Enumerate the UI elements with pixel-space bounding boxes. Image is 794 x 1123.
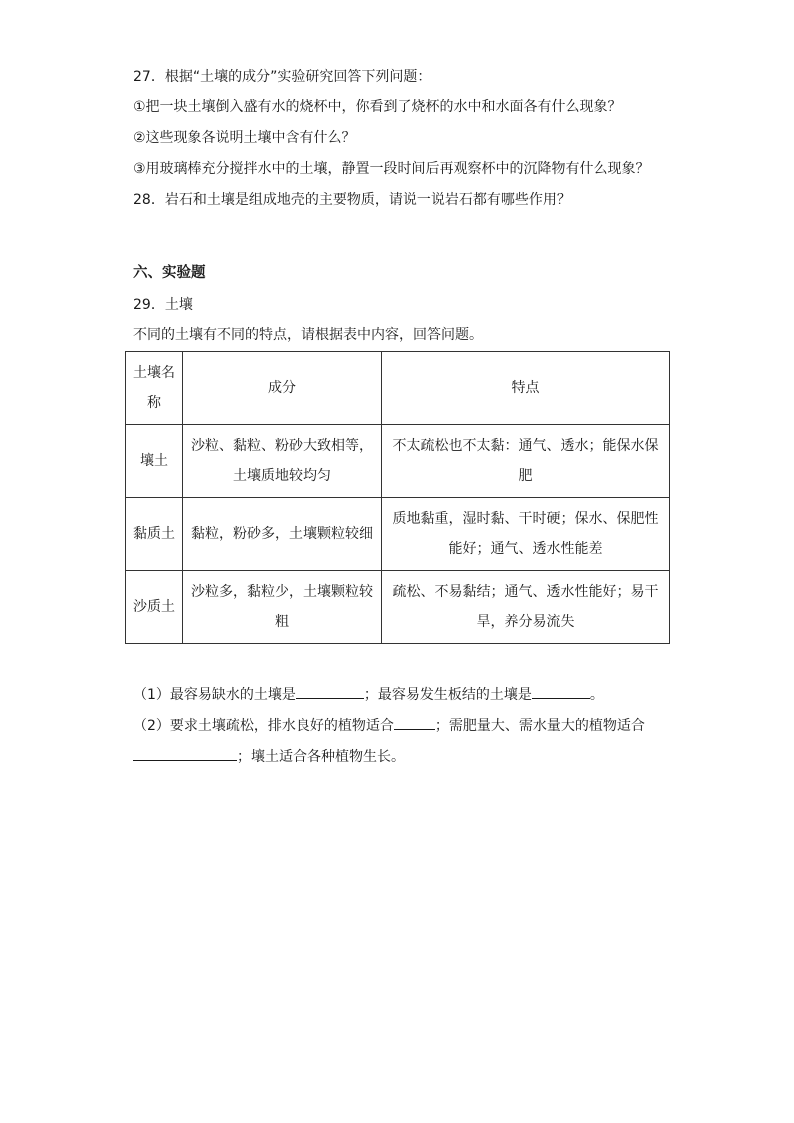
q27-sub1: ①把一块土壤倒入盛有水的烧杯中，你看到了烧杯的水中和水面各有什么现象？ — [133, 99, 622, 115]
table-row — [126, 425, 670, 498]
q29-title: 29．土壤 — [133, 297, 193, 313]
q29-intro: 不同的土壤有不同的特点，请根据表中内容，回答问题。 — [133, 327, 483, 343]
cell-features: 不太疏松也不太黏：通气、透水；能保水保肥 — [382, 425, 670, 498]
q29-part1 — [133, 684, 604, 705]
answer-blank-4[interactable] — [133, 746, 237, 761]
table-row — [126, 498, 670, 571]
cell-composition: 沙粒、黏粒、粉砂大致相等，土壤质地较均匀 — [183, 425, 382, 498]
part2-mid: ；需肥量大、需水量大的植物适合 — [434, 718, 645, 734]
table-header-row — [126, 352, 670, 425]
header-soil-name: 土壤名称 — [126, 352, 183, 425]
table-row — [126, 571, 670, 644]
q27-sub2: ②这些现象各说明土壤中含有什么？ — [133, 130, 356, 146]
cell-soil-name: 黏质土 — [126, 498, 183, 571]
part1-mid: ；最容易发生板结的土壤是 — [363, 687, 532, 703]
cell-features: 疏松、不易黏结；通气、透水性能好；易干旱，养分易流失 — [382, 571, 670, 644]
part2-label: （2）要求土壤疏松，排水良好的植物适合 — [133, 718, 394, 734]
cell-soil-name: 壤土 — [126, 425, 183, 498]
header-composition: 成分 — [183, 352, 382, 425]
cell-composition: 黏粒，粉砂多，土壤颗粒较细 — [183, 498, 382, 571]
answer-blank-3[interactable] — [394, 715, 435, 730]
answer-blank-2[interactable] — [532, 684, 590, 699]
cell-composition: 沙粒多，黏粒少，土壤颗粒较粗 — [183, 571, 382, 644]
part2-end: ；壤土适合各种植物生长。 — [237, 749, 405, 765]
q28-stem: 28．岩石和土壤是组成地壳的主要物质，请说一说岩石都有哪些作用？ — [133, 192, 571, 208]
section-title: 六、实验题 — [133, 265, 206, 281]
q27-stem: 27．根据“土壤的成分”实验研究回答下列问题： — [133, 69, 432, 85]
cell-soil-name: 沙质土 — [126, 571, 183, 644]
soil-table — [125, 351, 670, 644]
part1-end: 。 — [589, 687, 604, 703]
q27-sub3: ③用玻璃棒充分搅拌水中的土壤，静置一段时间后再观察杯中的沉降物有什么现象？ — [133, 161, 650, 177]
q29-part2-line2 — [133, 746, 405, 767]
cell-features: 质地黏重，湿时黏、干时硬；保水、保肥性能好；通气、透水性能差 — [382, 498, 670, 571]
q29-part2-line1 — [133, 715, 645, 736]
header-features: 特点 — [382, 352, 670, 425]
part1-label: （1）最容易缺水的土壤是 — [133, 687, 296, 703]
answer-blank-1[interactable] — [296, 684, 364, 699]
